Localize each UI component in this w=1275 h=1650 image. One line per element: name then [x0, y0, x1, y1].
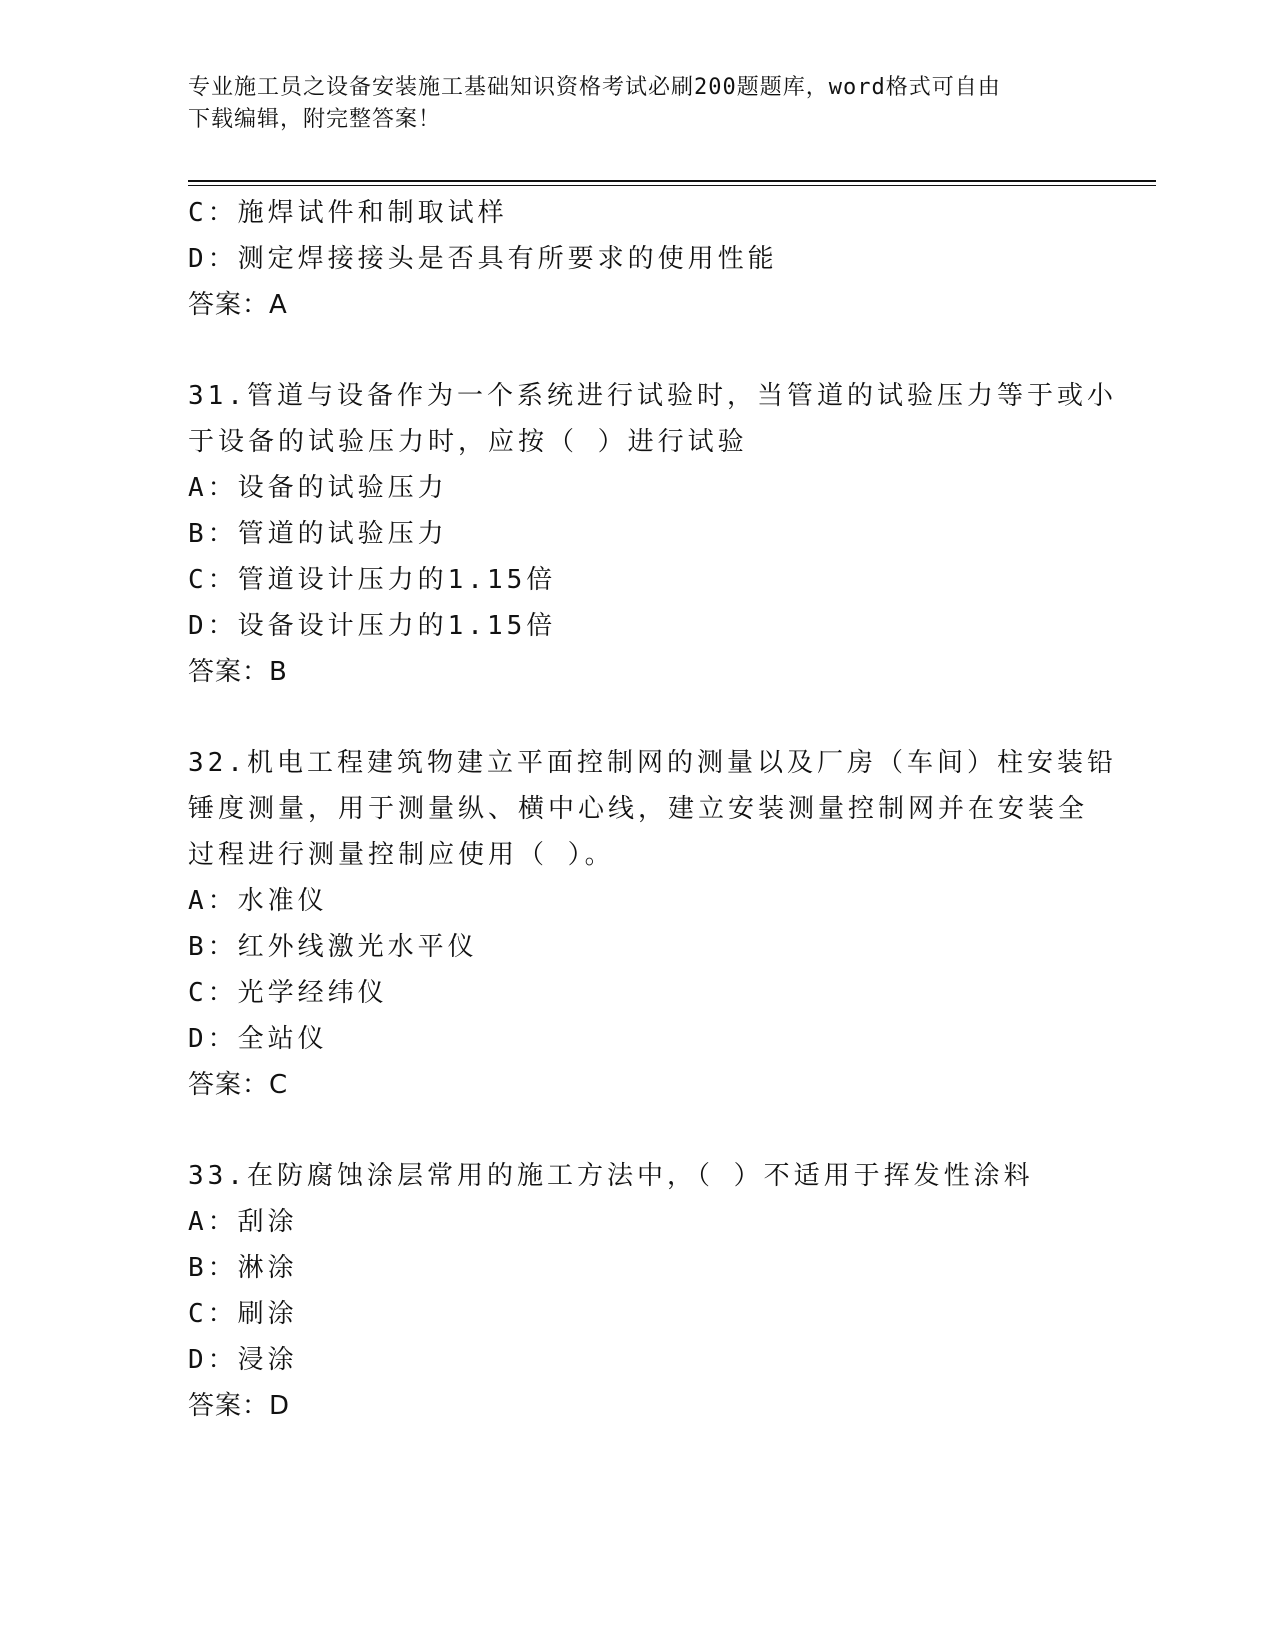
question-spacer — [188, 695, 1088, 740]
question-spacer — [188, 328, 1088, 373]
option-b: B：管道的试验压力 — [188, 519, 448, 549]
answer-line: 答案：D — [188, 1391, 291, 1421]
page-header — [188, 72, 1088, 136]
option-c: C：光学经纬仪 — [188, 978, 388, 1008]
option-a: A：设备的试验压力 — [188, 473, 448, 503]
header-divider-thin — [188, 185, 1156, 186]
question-31 — [188, 373, 1117, 695]
option-c: C：施焊试件和制取试样 — [188, 198, 508, 228]
option-a: A：水准仪 — [188, 886, 328, 916]
answer-line: 答案：A — [188, 290, 288, 320]
question-stem: 31.管道与设备作为一个系统进行试验时，当管道的试验压力等于或小 — [188, 381, 1117, 411]
option-d: D：设备设计压力的1.15倍 — [188, 611, 557, 641]
option-b: B：淋涂 — [188, 1253, 298, 1283]
option-d: D：测定焊接接头是否具有所要求的使用性能 — [188, 244, 778, 274]
question-stem: 于设备的试验压力时，应按（ ）进行试验 — [188, 427, 748, 457]
option-c: C：管道设计压力的1.15倍 — [188, 565, 557, 595]
option-a: A：刮涂 — [188, 1207, 298, 1237]
question-stem: 锤度测量，用于测量纵、横中心线，建立安装测量控制网并在安装全 — [188, 794, 1089, 824]
question-stem: 33.在防腐蚀涂层常用的施工方法中，（ ）不适用于挥发性涂料 — [188, 1161, 1034, 1191]
option-d: D：全站仪 — [188, 1024, 328, 1054]
question-30-continued — [188, 190, 1088, 328]
answer-line: 答案：B — [188, 657, 288, 687]
header-divider-thick — [188, 180, 1156, 182]
option-c: C：刷涂 — [188, 1299, 298, 1329]
option-b: B：红外线激光水平仪 — [188, 932, 478, 962]
question-stem: 32.机电工程建筑物建立平面控制网的测量以及厂房（车间）柱安装铅 — [188, 748, 1117, 778]
option-d: D：浸涂 — [188, 1345, 298, 1375]
question-32 — [188, 740, 1117, 1108]
answer-line: 答案：C — [188, 1070, 289, 1100]
question-stem: 过程进行测量控制应使用（ ）。 — [188, 840, 615, 870]
question-spacer — [188, 1108, 1088, 1153]
question-33 — [188, 1153, 1088, 1429]
header-title-line-1: 专业施工员之设备安装施工基础知识资格考试必刷200题题库，word格式可自由 — [188, 75, 1001, 100]
document-body — [188, 190, 1117, 1429]
header-title-line-2: 下载编辑，附完整答案！ — [188, 107, 442, 132]
